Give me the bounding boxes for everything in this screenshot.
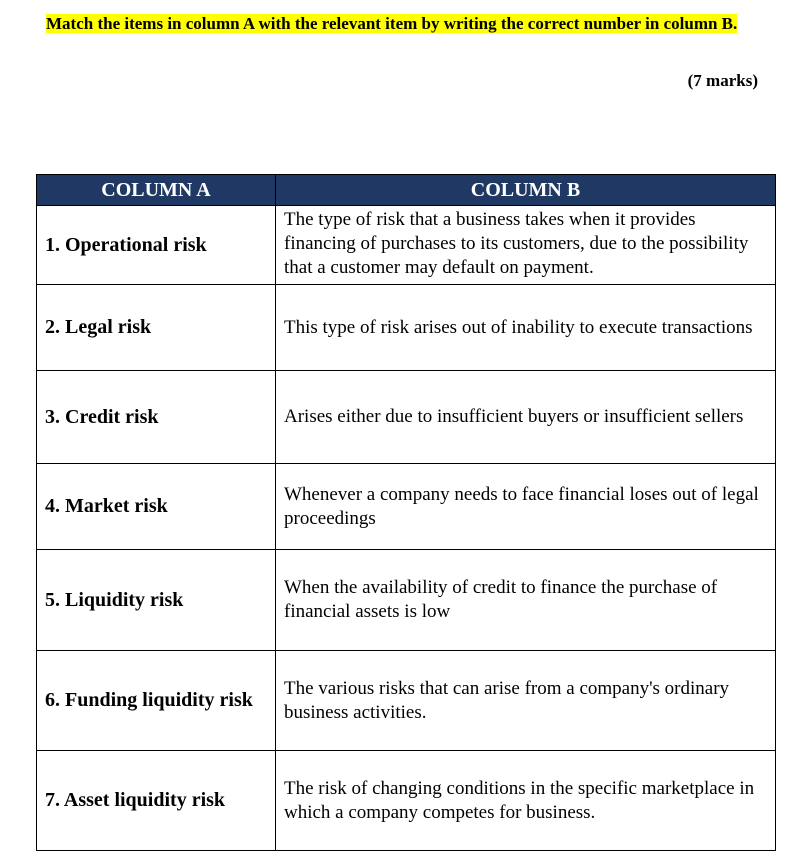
column-b-item: Whenever a company needs to face financial loses out of legal proceedings	[276, 464, 776, 550]
matching-table	[36, 174, 776, 851]
table-row	[37, 651, 776, 751]
table-row	[37, 285, 776, 371]
marks-label: (7 marks)	[687, 71, 758, 90]
column-a-item: 2. Legal risk	[37, 285, 276, 371]
table-row	[37, 550, 776, 651]
column-b-item: The various risks that can arise from a company's ordinary business activities.	[276, 651, 776, 751]
instruction-text	[46, 12, 746, 36]
table-row	[37, 751, 776, 851]
column-a-item: 6. Funding liquidity risk	[37, 651, 276, 751]
column-a-item: 5. Liquidity risk	[37, 550, 276, 651]
column-b-item: Arises either due to insufficient buyers or insufficient sellers	[276, 371, 776, 464]
column-b-header: COLUMN B	[276, 175, 776, 206]
column-b-item: When the availability of credit to finance the purchase of financial assets is low	[276, 550, 776, 651]
column-a-header: COLUMN A	[37, 175, 276, 206]
column-b-item: The risk of changing conditions in the specific marketplace in which a company competes for business.	[276, 751, 776, 851]
column-b-item: The type of risk that a business takes when it provides financing of purchases to its customers, due to the possibility that a customer may default on payment.	[276, 206, 776, 285]
column-b-item: This type of risk arises out of inability to execute transactions	[276, 285, 776, 371]
table-header-row	[37, 175, 776, 206]
instruction-highlight: Match the items in column A with the relevant item by writing the correct number in column B.	[46, 14, 738, 33]
table-row	[37, 206, 776, 285]
column-a-item: 4. Market risk	[37, 464, 276, 550]
column-a-item: 3. Credit risk	[37, 371, 276, 464]
column-a-item: 7. Asset liquidity risk	[37, 751, 276, 851]
table-row	[37, 464, 776, 550]
table-row	[37, 371, 776, 464]
column-a-item: 1. Operational risk	[37, 206, 276, 285]
